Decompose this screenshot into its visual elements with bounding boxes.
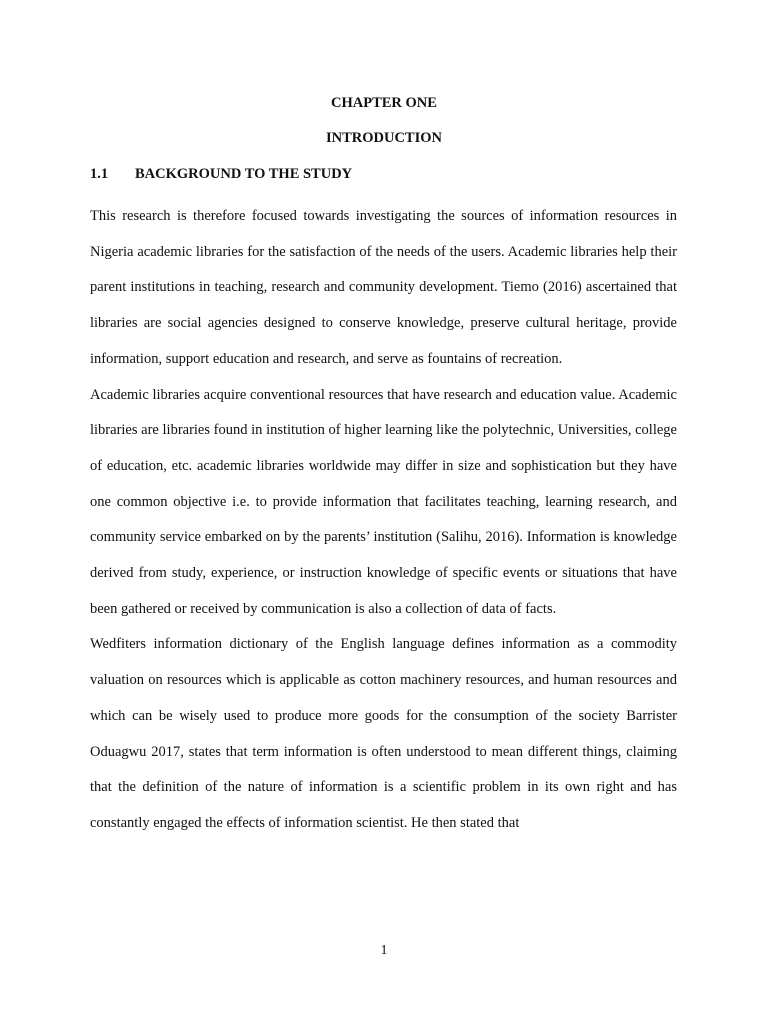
section-title: BACKGROUND TO THE STUDY	[135, 166, 353, 182]
chapter-title: CHAPTER ONE	[331, 95, 437, 111]
body-text	[90, 199, 677, 842]
paragraph-1: This research is therefore focused towards investigating the sources of information resources in Nigeria academic libraries for the satisfaction of the needs of the users. Academic libraries help their parent institutions in teaching, research and community development. Tiemo (2016) ascertained that libraries are social agencies designed to conserve knowledge, preserve cultural heritage, provide information, support education and research, and serve as fountains of recreation.	[90, 208, 677, 367]
section-number: 1.1	[90, 166, 109, 182]
paragraph-2: Academic libraries acquire conventional resources that have research and education value. Academic libraries are libraries found in institution of higher learning like the polytechnic, Universities, college of education, etc. academic libraries worldwide may differ in size and sophistication but they have one common objective i.e. to provide information that facilitates teaching, learning research, and community service embarked on by the parents’ institution (Salihu, 2016). Information is knowledge derived from study, experience, or instruction knowledge of specific events or situations that have been gathered or received by communication is also a collection of data of facts.	[90, 386, 677, 617]
introduction-title: INTRODUCTION	[325, 130, 442, 146]
section-heading	[90, 165, 352, 183]
paragraph-3: Wedfiters information dictionary of the English language defines information as a commodity valuation on resources which is applicable as cotton machinery resources, and human resources and which can be wisely used to produce more goods for the consumption of the society Barrister Oduagwu 2017, states that term information is often understood to mean different things, claiming that the definition of the nature of information is a scientific problem in its own right and has constantly engaged the effects of information scientist. He then stated that	[90, 636, 677, 831]
page-number: 1	[380, 943, 388, 958]
